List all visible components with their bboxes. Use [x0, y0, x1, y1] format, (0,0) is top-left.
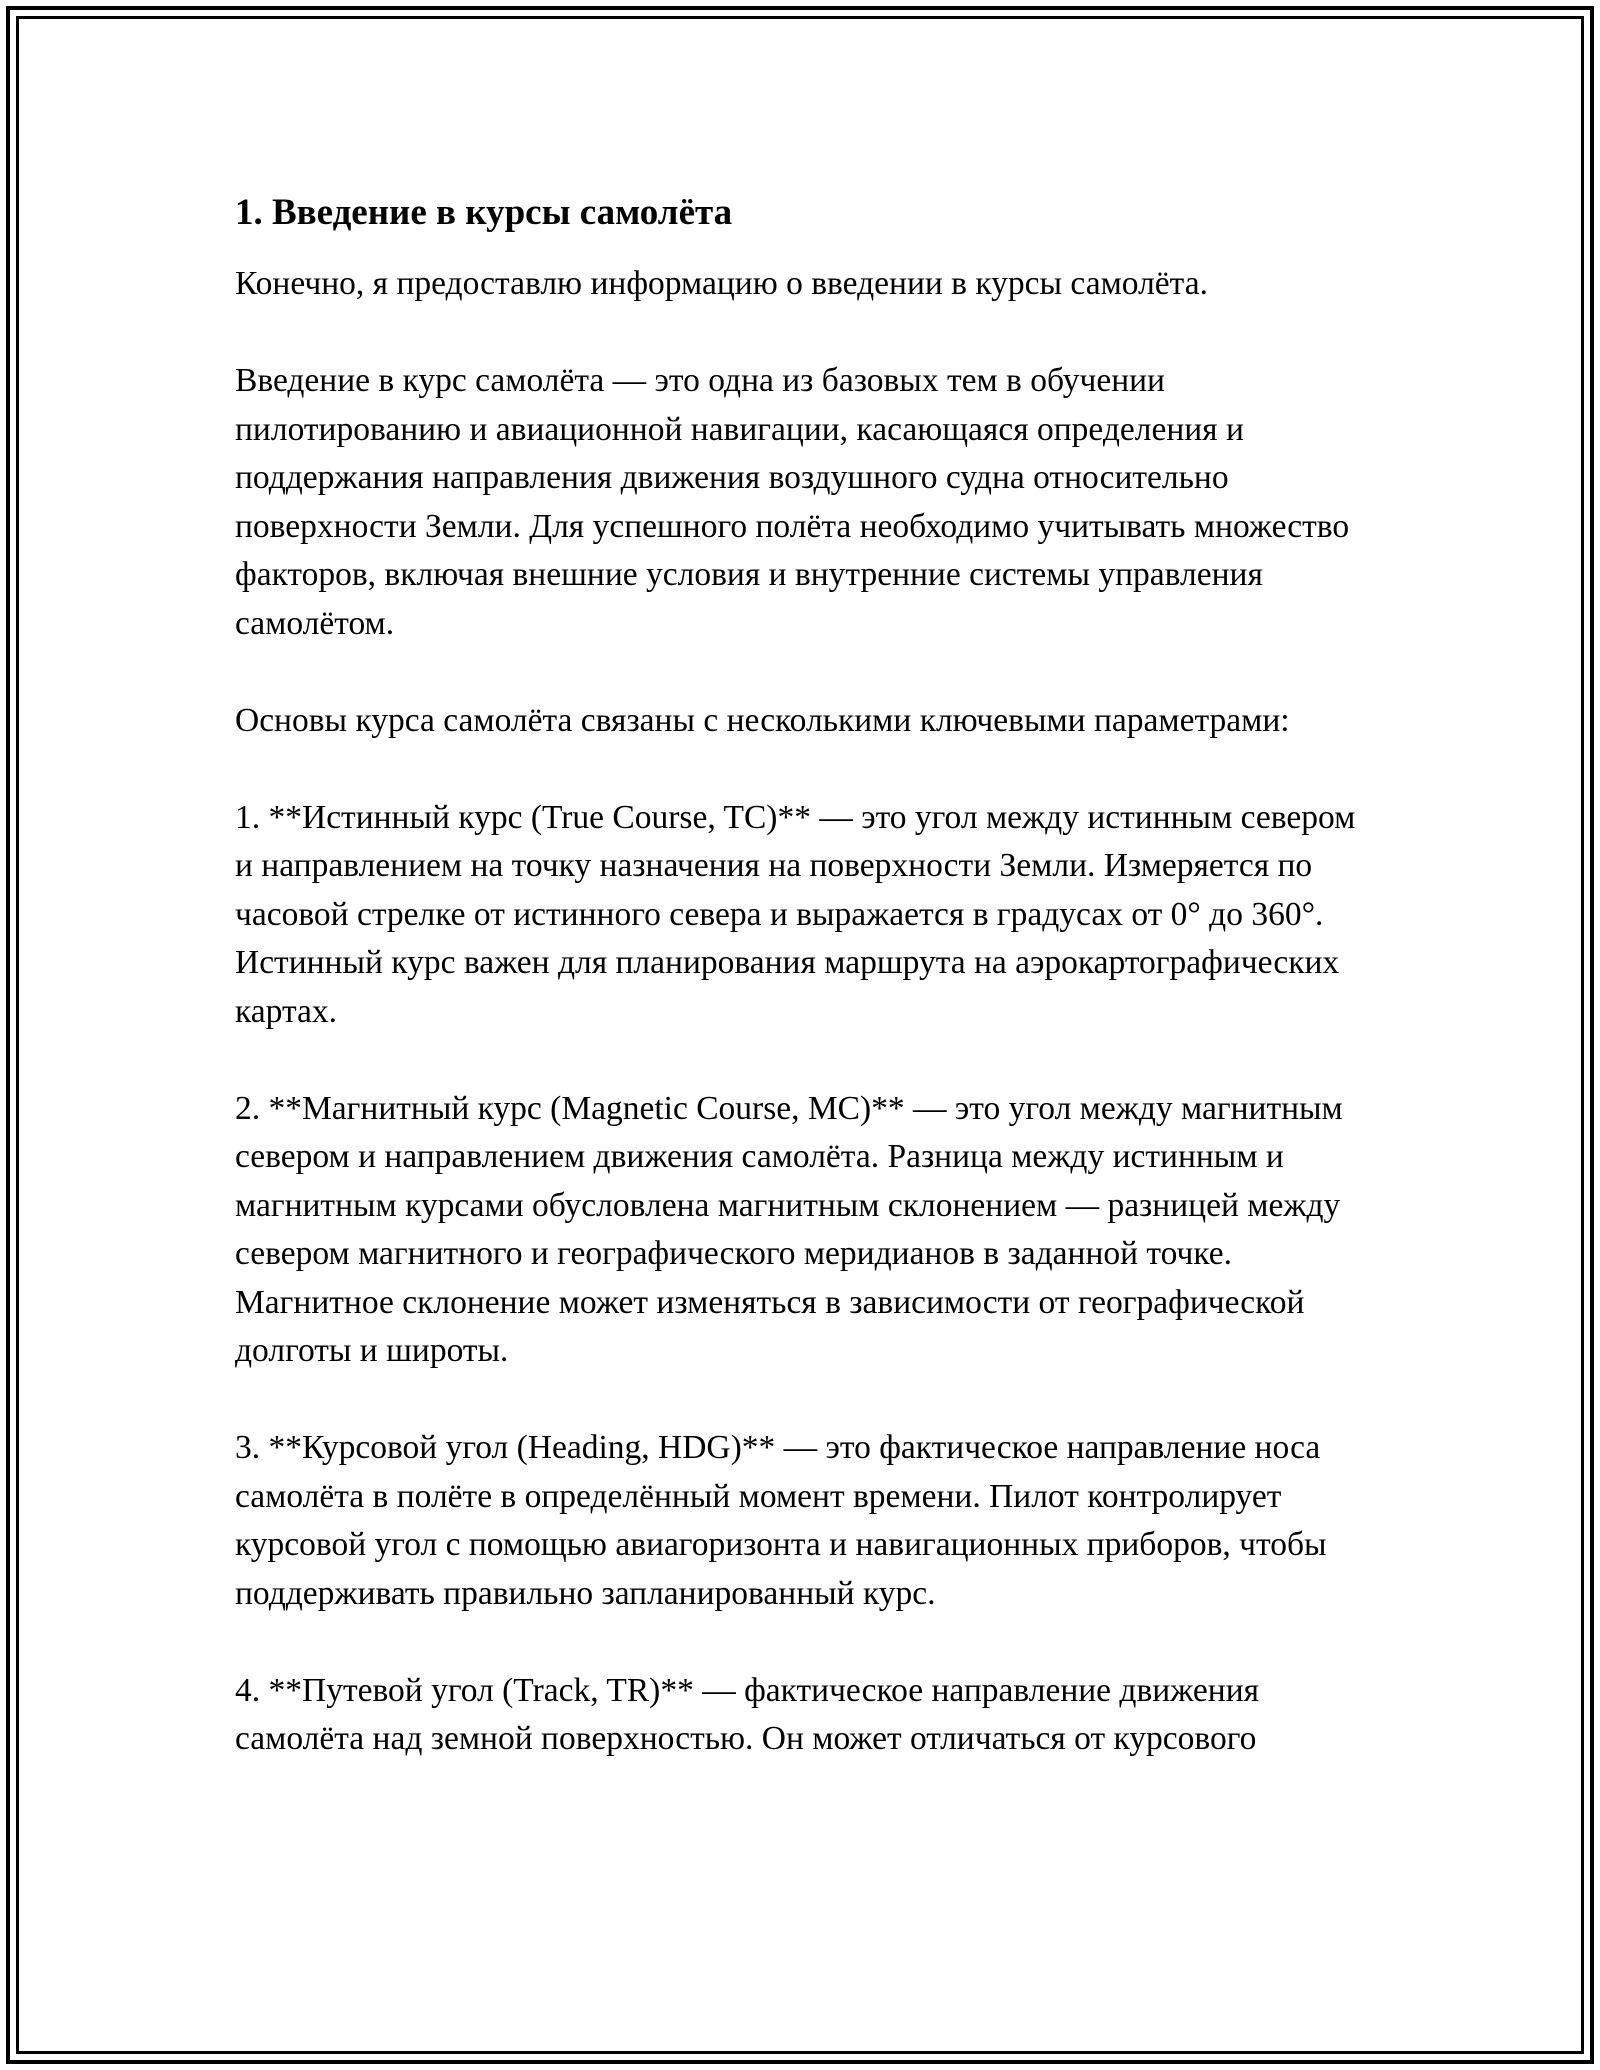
paragraph-overview: Введение в курс самолёта — это одна из базовых тем в обучении пилотированию и авиационной навигации, касающаяся определения и поддержания направления движения воздушного судна относительно поверхности Земли. Для успешного полёта необходимо учитывать множество факторов, включая внешние условия и внутренние системы управления самолётом.: [235, 362, 1350, 642]
document-title: 1. Введение в курсы самолёта: [235, 192, 733, 233]
list-item-magnetic-course: 2. **Магнитный курс (Magnetic Course, MC)** — это угол между магнитным севером и направлением движения самолёта. Разница между истинным и магнитным курсами обусловлена магнитным склонением — разницей между севером магнитного и географического меридианов в заданной точке. Магнитное склонение может изменяться в зависимости от географической долготы и широты.: [235, 1089, 1343, 1369]
paragraph-intro: Конечно, я предоставлю информацию о введении в курсы самолёта.: [235, 265, 1208, 302]
list-item-track: 4. **Путевой угол (Track, TR)** — фактическое направление движения самолёта над земной поверхностью. Он может отличаться от курсового: [235, 1671, 1260, 1757]
list-item-true-course: 1. **Истинный курс (True Course, TC)** — это угол между истинным севером и направлением на точку назначения на поверхности Земли. Измеряется по часовой стрелке от истинного севера и выражается в градусах от 0° до 360°. Истинный курс важен для планирования маршрута на аэрокартографических картах.: [235, 798, 1356, 1030]
document-body: [235, 186, 1375, 1812]
list-item-heading: 3. **Курсовой угол (Heading, HDG)** — это фактическое направление носа самолёта в полёте в определённый момент времени. Пилот контролирует курсовой угол с помощью авиагоризонта и навигационных приборов, чтобы поддерживать правильно запланированный курс.: [235, 1429, 1327, 1612]
paragraph-parameters-intro: Основы курса самолёта связаны с несколькими ключевыми параметрами:: [235, 701, 1290, 739]
